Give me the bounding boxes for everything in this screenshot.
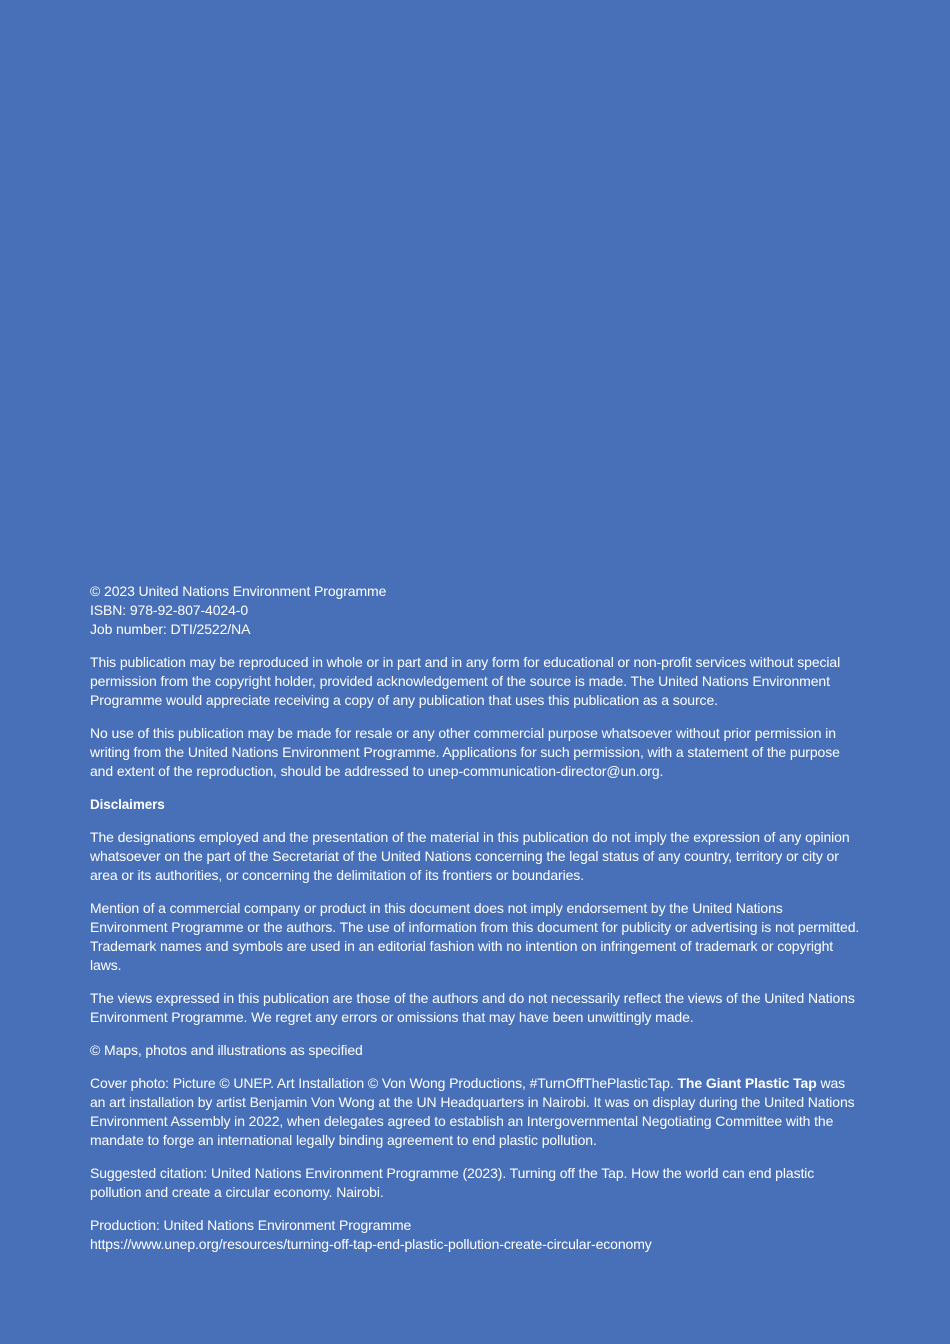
copyright-line: © 2023 United Nations Environment Programme [90,583,387,599]
imprint-page-content [90,582,862,1268]
cover-photo-credit [90,1074,862,1150]
maps-credit: © Maps, photos and illustrations as specified [90,1042,363,1058]
job-number-line: Job number: DTI/2522/NA [90,621,251,637]
production-label: Production: United Nations Environment Programme [90,1217,412,1233]
production-block [90,1216,862,1254]
permission-paragraph: No use of this publication may be made for resale or any other commercial purpose whatsoever without prior permission in writing from the United Nations Environment Programme. Applications for such permission, with a statement of the purpose and extent of the reproduction, should be addressed to unep-communication-director@un.org. [90,725,840,779]
suggested-citation: Suggested citation: United Nations Environment Programme (2023). Turning off the Tap. How the world can end plastic pollution and create a circular economy. Nairobi. [90,1165,815,1200]
disclaimers-heading: Disclaimers [90,797,165,812]
production-url-link[interactable]: https://www.unep.org/resources/turning-off-tap-end-plastic-pollution-create-circular-economy [90,1236,652,1252]
cover-photo-suffix: was an art installation by artist Benjamin Von Wong at the UN Headquarters in Nairobi. It was on display during the United Nations Environment Assembly in 2022, when delegates agreed to establish an Intergovernmental Negotiating Committee with the mandate to forge an international legally binding agreement to end plastic pollution. [90,1075,855,1148]
cover-photo-prefix: Cover photo: Picture © UNEP. Art Installation © Von Wong Productions, #TurnOffThePlasticTap. [90,1075,674,1091]
designations-disclaimer: The designations employed and the presentation of the material in this publication do not imply the expression of any opinion whatsoever on the part of the Secretariat of the United Nations concerning the legal status of any country, territory or city or area or its authorities, or concerning the delimitation of its frontiers or boundaries. [90,829,850,883]
reproduction-paragraph: This publication may be reproduced in whole or in part and in any form for educational or non-profit services without special permission from the copyright holder, provided acknowledgement of the source is made. The United Nations Environment Programme would appreciate receiving a copy of any publication that uses this publication as a source. [90,654,841,708]
commercial-disclaimer: Mention of a commercial company or product in this document does not imply endorsement by the United Nations Environment Programme or the authors. The use of information from this document for publicity or advertising is not permitted. Trademark names and symbols are used in an editorial fashion with no intention on infringement of trademark or copyright laws. [90,900,860,973]
isbn-line: ISBN: 978-92-807-4024-0 [90,602,249,618]
views-disclaimer: The views expressed in this publication are those of the authors and do not necessarily reflect the views of the United Nations Environment Programme. We regret any errors or omissions that may have been unwittingly made. [90,990,855,1025]
imprint-block [90,582,862,639]
cover-photo-title: The Giant Plastic Tap [677,1075,817,1091]
